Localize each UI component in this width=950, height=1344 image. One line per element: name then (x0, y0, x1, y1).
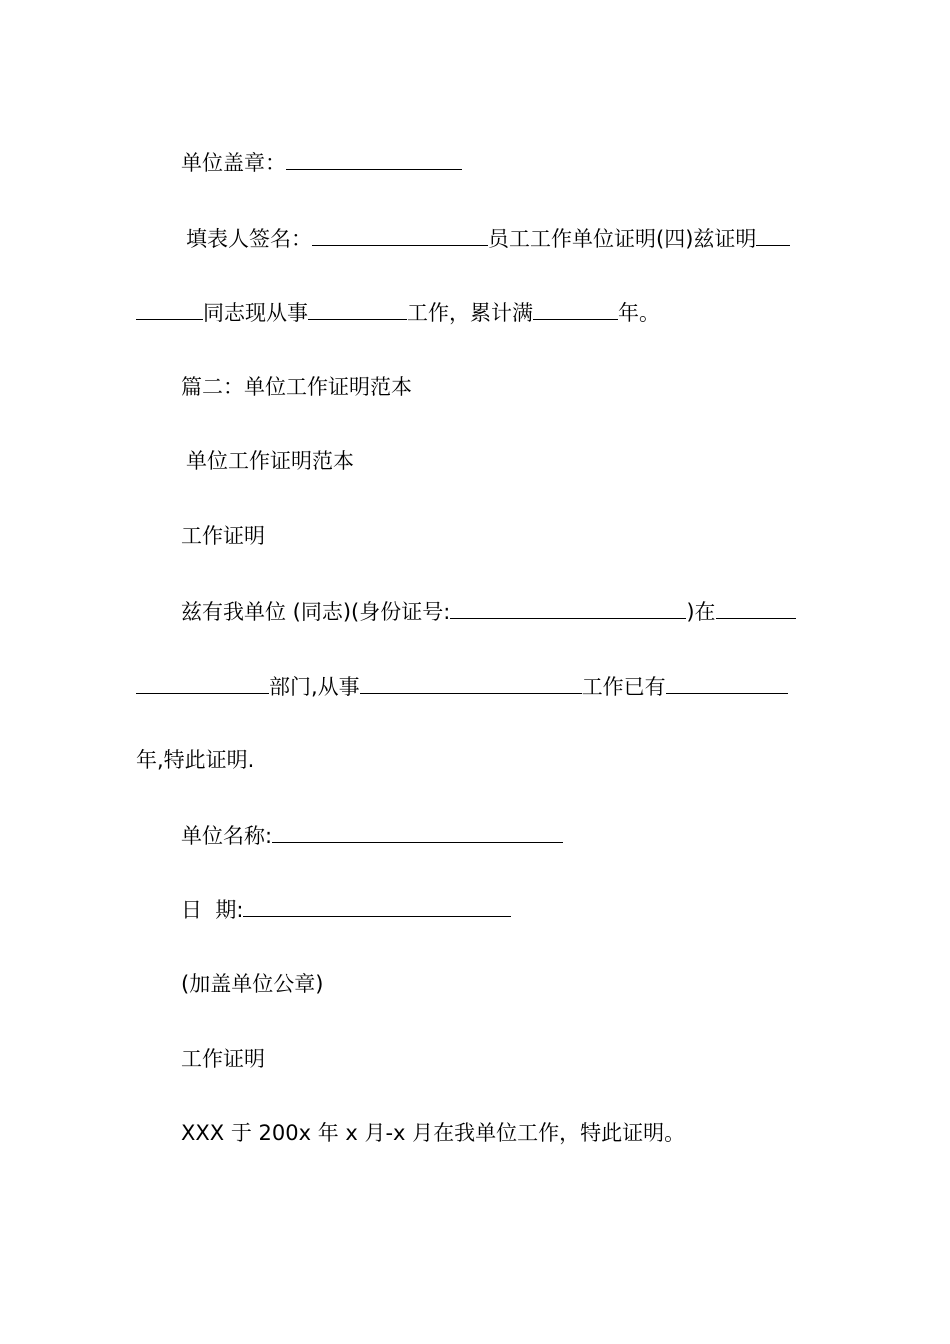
proof-title-1-text: 工作证明 (181, 524, 265, 548)
work-summary-line (136, 297, 660, 327)
id-number-line (181, 596, 796, 626)
department-blank-start (716, 596, 796, 619)
currently-engaged-text: 同志现从事 (203, 301, 308, 325)
company-seal-line (181, 147, 462, 177)
job-blank (308, 297, 407, 320)
filler-signature-line (186, 223, 790, 253)
unit-comrade-text: 兹有我单位 (同志)(身份证号: (181, 600, 451, 624)
company-seal-blank (286, 147, 462, 170)
employment-statement (181, 1118, 685, 1148)
work-total-text: 工作，累计满 (407, 301, 533, 325)
located-at-text: )在 (686, 600, 716, 624)
date-blank (243, 894, 511, 917)
template-title-text: 单位工作证明范本 (186, 449, 354, 473)
work-type-blank (360, 671, 582, 694)
date-line (181, 894, 511, 924)
unit-name-label: 单位名称: (181, 824, 273, 848)
years-blank (533, 297, 618, 320)
section-two-heading (181, 372, 412, 402)
name-blank-end (136, 297, 203, 320)
company-seal-label: 单位盖章： (181, 151, 286, 175)
name-blank-start (756, 223, 790, 246)
unit-name-blank (272, 820, 563, 843)
filler-signature-blank (312, 223, 488, 246)
department-blank-end (136, 671, 269, 694)
work-already-text: 工作已有 (581, 675, 666, 699)
stamp-note (181, 969, 323, 999)
proof-title-1 (181, 521, 265, 551)
unit-name-line (181, 820, 563, 850)
date-label: 日 期: (181, 898, 244, 922)
stamp-note-text: (加盖单位公章) (181, 972, 324, 996)
department-line (136, 671, 788, 701)
proof-title-2 (181, 1044, 265, 1074)
years-suffix-text: 年。 (618, 301, 660, 325)
duration-blank (666, 671, 788, 694)
filler-signature-label: 填表人签名： (186, 227, 312, 251)
employment-proof-four-heading: 员工工作单位证明(四)兹证明 (488, 227, 757, 251)
id-number-blank (450, 596, 686, 619)
section-two-heading-text: 篇二：单位工作证明范本 (181, 375, 412, 399)
employment-statement-text: XXX 于 200x 年 x 月-x 月在我单位工作，特此证明。 (181, 1121, 686, 1145)
proof-title-2-text: 工作证明 (181, 1047, 265, 1071)
certify-line (136, 745, 254, 775)
certify-text: 年,特此证明. (136, 748, 255, 772)
department-engaged-text: 部门,从事 (269, 675, 360, 699)
template-title (186, 446, 354, 476)
